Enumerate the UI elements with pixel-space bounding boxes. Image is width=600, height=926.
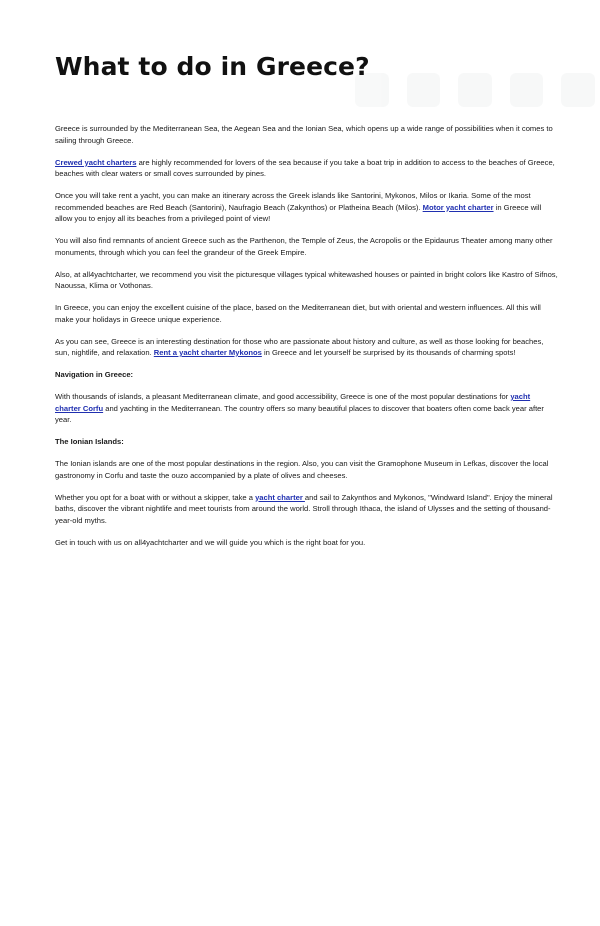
paragraph-text: and yachting in the Mediterranean. The country offers so many beautiful places to discover that boaters often come back year after year. [55,403,544,424]
section-heading-navigation: Navigation in Greece: [55,370,134,379]
yacht-charter-corfu-link[interactable]: yacht charter Corfu [55,392,531,413]
paragraph-contact: Get in touch with us on all4yachtcharter and we will guide you which is the right boat for you. [55,537,366,547]
paragraph-itinerary [55,190,558,225]
motor-yacht-charter-link[interactable]: Motor yacht charter [422,202,494,212]
paragraph-intro: Greece is surrounded by the Mediterranean Sea, the Aegean Sea and the Ionian Sea, which opens up a wide range of possibilities when it comes to sailing through Greece. [55,124,553,145]
faint-watermark [355,60,595,120]
paragraph-skipper [55,492,558,527]
paragraph-villages: Also, at all4yachtcharter, we recommend you visit the picturesque villages typical whitewashed houses or painted in bright colors like Kastro of Sifnos, Naoussa, Klima or Vothonas. [55,269,558,290]
rent-yacht-mykonos-link[interactable]: Rent a yacht charter Mykonos [153,348,262,357]
paragraph-text: As you can see, Greece is an interesting destination for those who are passionate about history and culture, as well as those looking for beaches, sun, nightlife, and relaxation. [55,336,544,357]
article-body [55,123,558,559]
yacht-charter-link[interactable]: yacht charter [255,492,305,502]
page-title: What to do in Greece? [55,52,370,81]
crewed-yacht-charters-link[interactable]: Crewed yacht charters [55,157,137,167]
paragraph-ionian: The Ionian islands are one of the most popular destinations in the region. Also, you can visit the Gramophone Museum in Lefkas, discover the local gastronomy in Corfu and taste the ouzo accompanied by a plate of olives and cheeses. [55,459,549,480]
paragraph-text: Once you will take rent a yacht, you can make an itinerary across the Greek islands like Santorini, Mykonos, Milos or Ikaria. Some of the most recommended beaches are Red Beach (Santorini), Naufragio Beach (Zakynthos) or Platheina Beach (Milos). [55,191,531,212]
paragraph-text: are highly recommended for lovers of the sea because if you take a boat trip in addition to access to the beaches of Greece, beaches with clear waters or small coves surrounded by pines. [55,157,555,178]
paragraph-text: With thousands of islands, a pleasant Mediterranean climate, and good accessibility, Greece is one of the most popular destinations for [55,392,511,401]
paragraph-text: in Greece will allow you to enjoy all its beaches from a privileged point of view! [55,202,542,223]
paragraph-text: Whether you opt for a boat with or without a skipper, take a [55,492,256,502]
paragraph-text: and sail to Zakynthos and Mykonos, "Windward Island". Enjoy the mineral baths, discover the vibrant nightlife and meet tourists from around the world. Stroll through Ithaca, the island of Ulysses and the setting of thousand-year-old myths. [55,492,553,525]
paragraph-cuisine: In Greece, you can enjoy the excellent cuisine of the place, based on the Mediterranean diet, but with oriental and western influences. All this will make your holidays in Greece unique experience. [55,303,541,324]
paragraph-navigation [55,391,558,426]
paragraph-destination [55,336,558,359]
paragraph-ancient-greece: You will also find remnants of ancient Greece such as the Parthenon, the Temple of Zeus, the Acropolis or the Epidaurus Theater among many other monuments, through which you can feel the grandeur of the Greek Empire. [55,236,553,257]
paragraph-text: in Greece and let yourself be surprised by its thousands of charming spots! [261,348,516,357]
section-heading-ionian: The Ionian Islands: [55,437,124,446]
paragraph-crewed [55,157,558,180]
